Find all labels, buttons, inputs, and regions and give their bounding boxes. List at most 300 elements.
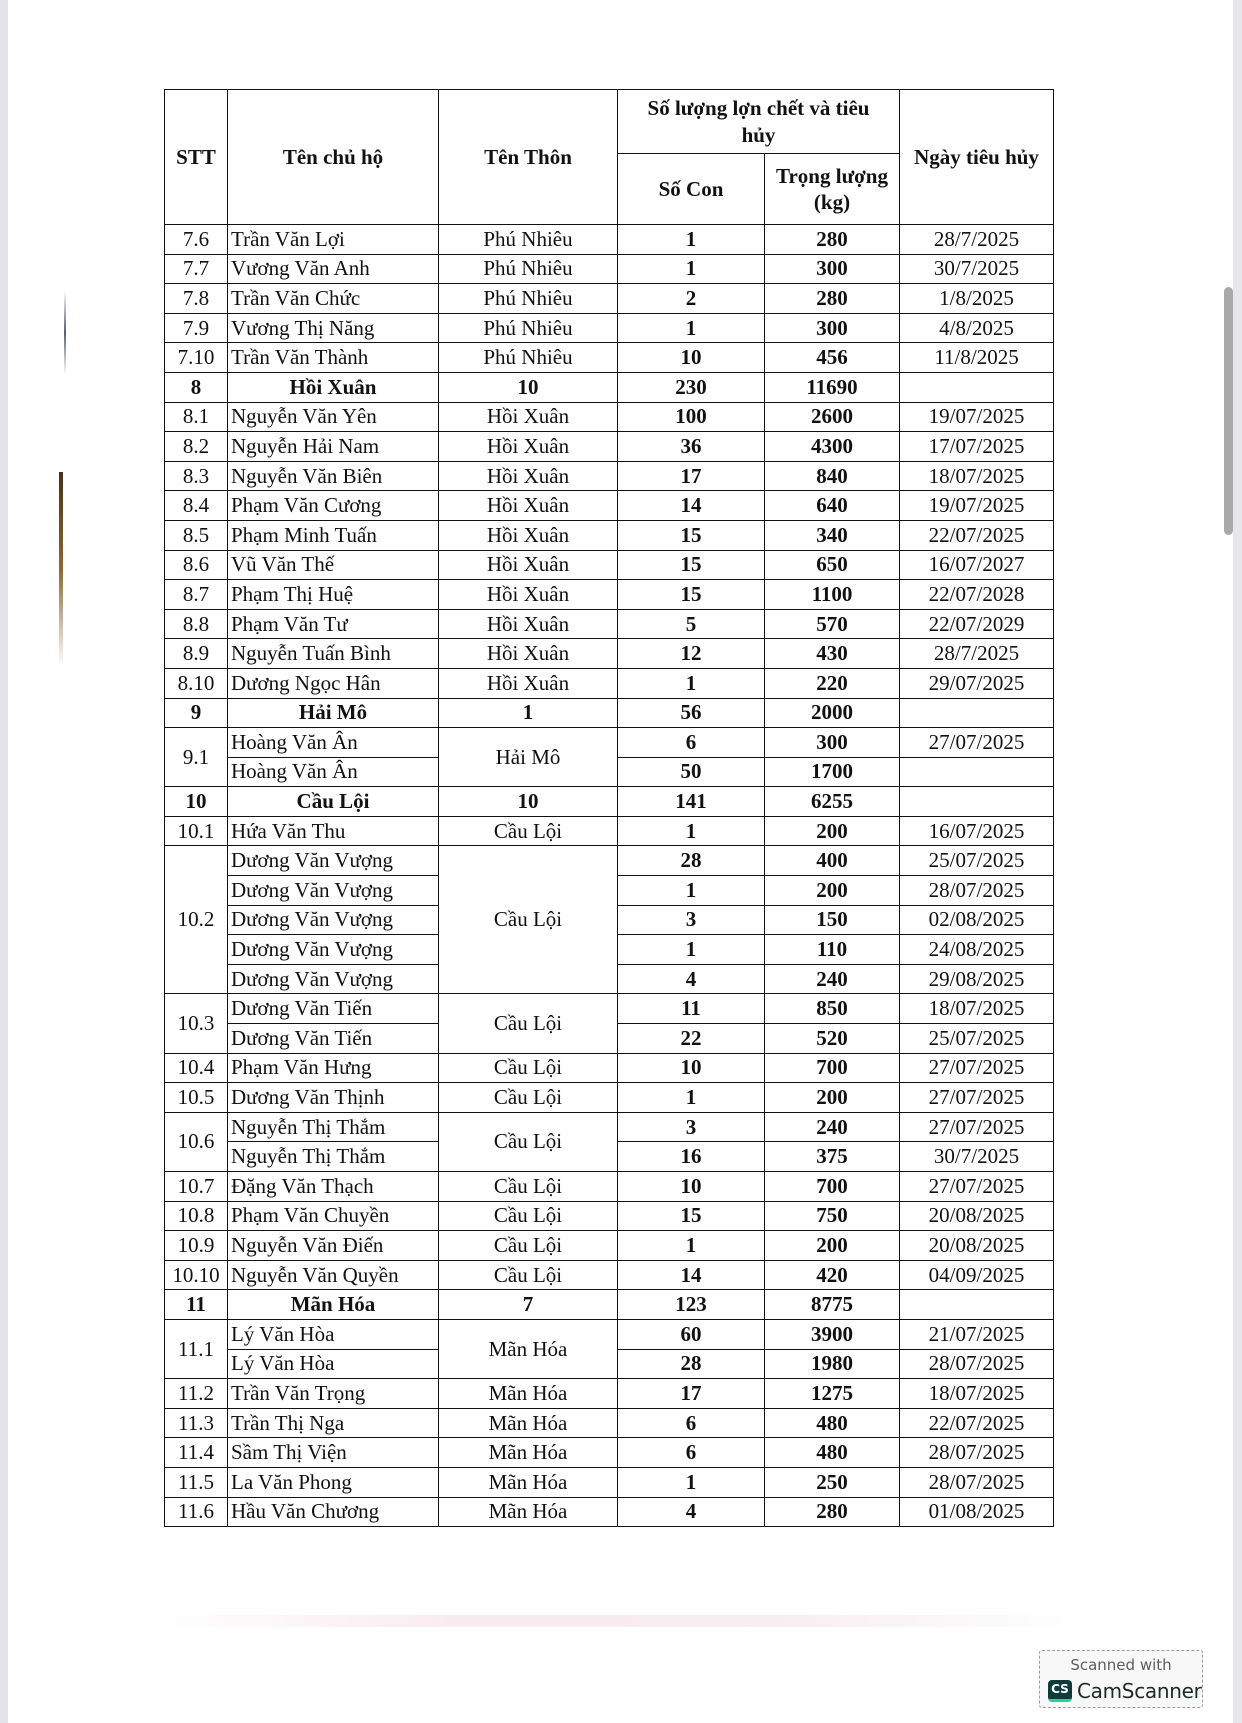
cell-owner-name: Vương Văn Anh <box>228 254 439 284</box>
cell-owner-name: Nguyễn Hải Nam <box>228 432 439 462</box>
cell-weight-kg: 456 <box>765 343 900 373</box>
cell-stt: 8.4 <box>165 491 228 521</box>
cell-weight-kg: 700 <box>765 1172 900 1202</box>
cell-disposal-date <box>900 1290 1054 1320</box>
cell-weight-kg: 480 <box>765 1408 900 1438</box>
cell-disposal-date: 22/07/2029 <box>900 609 1054 639</box>
cell-head-count: 3 <box>618 905 765 935</box>
cell-owner-name: Trần Thị Nga <box>228 1408 439 1438</box>
cell-village: Mãn Hóa <box>439 1379 618 1409</box>
cell-head-count: 12 <box>618 639 765 669</box>
cell-owner-name: Đặng Văn Thạch <box>228 1172 439 1202</box>
cell-village: Hồi Xuân <box>439 580 618 610</box>
cell-owner-name: Nguyễn Văn Yên <box>228 402 439 432</box>
table-row <box>165 432 1054 462</box>
cell-owner-name: Dương Ngọc Hân <box>228 668 439 698</box>
cell-household-count: 10 <box>439 372 618 402</box>
cell-owner-name: Hoàng Văn Ân <box>228 728 439 758</box>
cell-head-count: 50 <box>618 757 765 787</box>
table-row <box>165 550 1054 580</box>
cell-weight-kg: 840 <box>765 461 900 491</box>
cell-head-count: 4 <box>618 1497 765 1527</box>
cell-disposal-date: 30/7/2025 <box>900 1142 1054 1172</box>
cell-disposal-date: 16/07/2025 <box>900 816 1054 846</box>
cell-village: Hồi Xuân <box>439 550 618 580</box>
cell-stt: 10.3 <box>165 994 228 1053</box>
cell-owner-name: Nguyễn Văn Điến <box>228 1231 439 1261</box>
cell-owner-name: Phạm Thị Huệ <box>228 580 439 610</box>
cell-weight-kg: 280 <box>765 284 900 314</box>
cell-head-count: 15 <box>618 1201 765 1231</box>
cell-weight-kg: 8775 <box>765 1290 900 1320</box>
cell-weight-kg: 1980 <box>765 1349 900 1379</box>
cell-stt: 7.6 <box>165 225 228 255</box>
cell-disposal-date: 30/7/2025 <box>900 254 1054 284</box>
cell-village: Cầu Lội <box>439 1112 618 1171</box>
cell-disposal-date: 29/07/2025 <box>900 668 1054 698</box>
cell-village: Cầu Lội <box>439 1260 618 1290</box>
cell-owner-name: Nguyễn Văn Quyền <box>228 1260 439 1290</box>
cell-disposal-date: 22/07/2025 <box>900 1408 1054 1438</box>
cell-owner-name: Hứa Văn Thu <box>228 816 439 846</box>
cell-disposal-date <box>900 698 1054 728</box>
cell-head-count: 56 <box>618 698 765 728</box>
table-summary-row <box>165 1290 1054 1320</box>
cell-weight-kg: 750 <box>765 1201 900 1231</box>
cell-stt: 8.5 <box>165 520 228 550</box>
cell-weight-kg: 420 <box>765 1260 900 1290</box>
header-disposal-date: Ngày tiêu hủy <box>900 90 1054 225</box>
cell-head-count: 4 <box>618 964 765 994</box>
scan-artifact-line <box>59 472 63 667</box>
cell-stt: 7.8 <box>165 284 228 314</box>
cell-head-count: 1 <box>618 816 765 846</box>
cell-disposal-date <box>900 372 1054 402</box>
cell-weight-kg: 6255 <box>765 787 900 817</box>
table-row <box>165 284 1054 314</box>
cell-head-count: 123 <box>618 1290 765 1320</box>
cell-owner-name: Nguyễn Thị Thắm <box>228 1142 439 1172</box>
header-head-count: Số Con <box>618 154 765 225</box>
cell-stt: 8.8 <box>165 609 228 639</box>
cell-stt: 8.2 <box>165 432 228 462</box>
cell-stt: 7.7 <box>165 254 228 284</box>
table-summary-row <box>165 372 1054 402</box>
table-row <box>165 728 1054 758</box>
cell-disposal-date <box>900 757 1054 787</box>
cell-disposal-date: 27/07/2025 <box>900 728 1054 758</box>
cell-disposal-date: 27/07/2025 <box>900 1053 1054 1083</box>
cell-weight-kg: 4300 <box>765 432 900 462</box>
cell-disposal-date: 27/07/2025 <box>900 1172 1054 1202</box>
cell-weight-kg: 280 <box>765 1497 900 1527</box>
cell-stt: 8 <box>165 372 228 402</box>
cell-owner-name: La Văn Phong <box>228 1467 439 1497</box>
cell-owner-name: Dương Văn Vượng <box>228 846 439 876</box>
cell-disposal-date: 20/08/2025 <box>900 1201 1054 1231</box>
cell-head-count: 10 <box>618 343 765 373</box>
cell-disposal-date: 1/8/2025 <box>900 284 1054 314</box>
cell-village: Cầu Lội <box>439 1172 618 1202</box>
cell-head-count: 11 <box>618 994 765 1024</box>
cell-disposal-date: 18/07/2025 <box>900 994 1054 1024</box>
cell-head-count: 17 <box>618 1379 765 1409</box>
table-row <box>165 1467 1054 1497</box>
cell-disposal-date: 25/07/2025 <box>900 846 1054 876</box>
cell-village: Hồi Xuân <box>439 639 618 669</box>
cell-head-count: 6 <box>618 1408 765 1438</box>
cell-weight-kg: 2600 <box>765 402 900 432</box>
cell-head-count: 1 <box>618 313 765 343</box>
cell-head-count: 10 <box>618 1053 765 1083</box>
cell-weight-kg: 11690 <box>765 372 900 402</box>
cell-stt: 8.6 <box>165 550 228 580</box>
cell-village: Cầu Lội <box>439 994 618 1053</box>
cell-weight-kg: 520 <box>765 1024 900 1054</box>
cell-disposal-date: 27/07/2025 <box>900 1083 1054 1113</box>
cell-stt: 10.9 <box>165 1231 228 1261</box>
cell-village: Mãn Hóa <box>439 1497 618 1527</box>
cell-weight-kg: 280 <box>765 225 900 255</box>
cell-head-count: 5 <box>618 609 765 639</box>
cell-disposal-date: 16/07/2027 <box>900 550 1054 580</box>
cell-owner-name: Vũ Văn Thế <box>228 550 439 580</box>
cell-head-count: 22 <box>618 1024 765 1054</box>
cell-weight-kg: 375 <box>765 1142 900 1172</box>
cell-stt: 11.2 <box>165 1379 228 1409</box>
cell-village: Hồi Xuân <box>439 461 618 491</box>
cell-head-count: 28 <box>618 1349 765 1379</box>
cell-head-count: 1 <box>618 1467 765 1497</box>
table-summary-row <box>165 787 1054 817</box>
cell-weight-kg: 220 <box>765 668 900 698</box>
cell-weight-kg: 650 <box>765 550 900 580</box>
cell-owner-name: Phạm Văn Tư <box>228 609 439 639</box>
cell-head-count: 15 <box>618 520 765 550</box>
table-row <box>165 225 1054 255</box>
cell-village: Hồi Xuân <box>439 402 618 432</box>
cell-weight-kg: 300 <box>765 254 900 284</box>
cell-stt: 9 <box>165 698 228 728</box>
table-row <box>165 1379 1054 1409</box>
cell-village: Cầu Lội <box>439 1083 618 1113</box>
cell-stt: 11.1 <box>165 1319 228 1378</box>
cell-weight-kg: 240 <box>765 964 900 994</box>
header-stt: STT <box>165 90 228 225</box>
cell-weight-kg: 250 <box>765 1467 900 1497</box>
cell-owner-name: Dương Văn Tiến <box>228 1024 439 1054</box>
cell-head-count: 6 <box>618 728 765 758</box>
cell-stt: 8.7 <box>165 580 228 610</box>
table-row <box>165 668 1054 698</box>
cell-village: Hồi Xuân <box>439 520 618 550</box>
cell-weight-kg: 1100 <box>765 580 900 610</box>
table-row <box>165 1497 1054 1527</box>
cell-weight-kg: 850 <box>765 994 900 1024</box>
header-quantity-group: Số lượng lợn chết và tiêu hủy <box>618 90 900 154</box>
table-row <box>165 313 1054 343</box>
table-row <box>165 1438 1054 1468</box>
cell-owner-name: Nguyễn Văn Biên <box>228 461 439 491</box>
cell-disposal-date: 4/8/2025 <box>900 313 1054 343</box>
window-edge-right <box>1233 0 1242 1723</box>
watermark-caption: Scanned with <box>1070 1656 1172 1674</box>
cell-stt: 8.1 <box>165 402 228 432</box>
cell-disposal-date: 19/07/2025 <box>900 402 1054 432</box>
cell-household-count: 7 <box>439 1290 618 1320</box>
vertical-scrollbar-thumb[interactable] <box>1224 287 1233 535</box>
cell-head-count: 141 <box>618 787 765 817</box>
cell-disposal-date: 04/09/2025 <box>900 1260 1054 1290</box>
cell-disposal-date: 02/08/2025 <box>900 905 1054 935</box>
cell-weight-kg: 150 <box>765 905 900 935</box>
cell-disposal-date: 28/7/2025 <box>900 225 1054 255</box>
cell-stt: 8.9 <box>165 639 228 669</box>
cell-village: Hồi Xuân <box>439 609 618 639</box>
cell-disposal-date: 24/08/2025 <box>900 935 1054 965</box>
table-row <box>165 402 1054 432</box>
cell-village: Hồi Xuân <box>439 432 618 462</box>
cell-owner-name: Phạm Văn Hưng <box>228 1053 439 1083</box>
table-row <box>165 1053 1054 1083</box>
table-row <box>165 1201 1054 1231</box>
table-row <box>165 1408 1054 1438</box>
cell-weight-kg: 1275 <box>765 1379 900 1409</box>
cell-disposal-date: 20/08/2025 <box>900 1231 1054 1261</box>
cell-disposal-date: 18/07/2025 <box>900 461 1054 491</box>
cell-disposal-date: 01/08/2025 <box>900 1497 1054 1527</box>
cell-owner-name: Hầu Văn Chương <box>228 1497 439 1527</box>
cell-village: Mãn Hóa <box>439 1408 618 1438</box>
cell-stt: 10 <box>165 787 228 817</box>
cell-owner-name: Dương Văn Vượng <box>228 964 439 994</box>
cell-disposal-date <box>900 787 1054 817</box>
cell-weight-kg: 2000 <box>765 698 900 728</box>
cell-head-count: 2 <box>618 284 765 314</box>
table-body <box>165 225 1054 1527</box>
cell-head-count: 1 <box>618 876 765 906</box>
pig-disposal-table <box>164 89 1054 1527</box>
cell-stt: 11 <box>165 1290 228 1320</box>
cell-weight-kg: 200 <box>765 1231 900 1261</box>
cell-village: Mãn Hóa <box>439 1438 618 1468</box>
cell-weight-kg: 3900 <box>765 1319 900 1349</box>
cell-owner-name: Nguyễn Tuấn Bình <box>228 639 439 669</box>
cell-owner-name: Dương Văn Vượng <box>228 876 439 906</box>
cell-village-total-name: Hải Mô <box>228 698 439 728</box>
cell-village: Hải Mô <box>439 728 618 787</box>
table-row <box>165 1231 1054 1261</box>
cell-weight-kg: 570 <box>765 609 900 639</box>
cell-village-total-name: Hồi Xuân <box>228 372 439 402</box>
table-row <box>165 580 1054 610</box>
cell-head-count: 1 <box>618 1083 765 1113</box>
cell-owner-name: Trần Văn Trọng <box>228 1379 439 1409</box>
header-weight-kg: Trọng lượng (kg) <box>765 154 900 225</box>
cell-weight-kg: 430 <box>765 639 900 669</box>
cell-head-count: 10 <box>618 1172 765 1202</box>
cell-stt: 10.5 <box>165 1083 228 1113</box>
cell-village: Hồi Xuân <box>439 668 618 698</box>
cell-owner-name: Trần Văn Thành <box>228 343 439 373</box>
cell-owner-name: Vương Thị Năng <box>228 313 439 343</box>
cell-village: Phú Nhiêu <box>439 254 618 284</box>
cell-weight-kg: 1700 <box>765 757 900 787</box>
cell-head-count: 3 <box>618 1112 765 1142</box>
cell-stt: 10.10 <box>165 1260 228 1290</box>
cell-stt: 10.8 <box>165 1201 228 1231</box>
cell-stt: 10.7 <box>165 1172 228 1202</box>
cell-village: Cầu Lội <box>439 846 618 994</box>
table-row <box>165 846 1054 876</box>
cell-disposal-date: 25/07/2025 <box>900 1024 1054 1054</box>
cell-disposal-date: 21/07/2025 <box>900 1319 1054 1349</box>
cell-disposal-date: 28/07/2025 <box>900 1349 1054 1379</box>
cell-owner-name: Dương Văn Tiến <box>228 994 439 1024</box>
cell-head-count: 16 <box>618 1142 765 1172</box>
cell-stt: 10.2 <box>165 846 228 994</box>
table-row <box>165 639 1054 669</box>
table-row <box>165 1260 1054 1290</box>
cell-disposal-date: 28/07/2025 <box>900 876 1054 906</box>
cell-head-count: 1 <box>618 254 765 284</box>
cell-village: Cầu Lội <box>439 816 618 846</box>
cell-owner-name: Nguyễn Thị Thắm <box>228 1112 439 1142</box>
cell-head-count: 14 <box>618 491 765 521</box>
cell-disposal-date: 11/8/2025 <box>900 343 1054 373</box>
table-row <box>165 816 1054 846</box>
cell-disposal-date: 28/07/2025 <box>900 1467 1054 1497</box>
cell-head-count: 15 <box>618 550 765 580</box>
cell-village: Phú Nhiêu <box>439 284 618 314</box>
table-row <box>165 994 1054 1024</box>
cell-village: Phú Nhiêu <box>439 225 618 255</box>
cell-village: Cầu Lội <box>439 1053 618 1083</box>
cell-disposal-date: 29/08/2025 <box>900 964 1054 994</box>
cell-weight-kg: 480 <box>765 1438 900 1468</box>
cell-stt: 10.4 <box>165 1053 228 1083</box>
cell-owner-name: Dương Văn Vượng <box>228 935 439 965</box>
cell-owner-name: Lý Văn Hòa <box>228 1319 439 1349</box>
cell-disposal-date: 19/07/2025 <box>900 491 1054 521</box>
table-row <box>165 1083 1054 1113</box>
cell-head-count: 1 <box>618 668 765 698</box>
cell-weight-kg: 200 <box>765 1083 900 1113</box>
cell-stt: 8.3 <box>165 461 228 491</box>
camscanner-logo-icon: CS <box>1048 1680 1072 1702</box>
cell-owner-name: Lý Văn Hòa <box>228 1349 439 1379</box>
cell-head-count: 15 <box>618 580 765 610</box>
cell-weight-kg: 340 <box>765 520 900 550</box>
scan-artifact-smudge <box>150 1615 1090 1627</box>
cell-village: Phú Nhiêu <box>439 343 618 373</box>
cell-head-count: 100 <box>618 402 765 432</box>
table-row <box>165 343 1054 373</box>
cell-disposal-date: 18/07/2025 <box>900 1379 1054 1409</box>
cell-stt: 11.6 <box>165 1497 228 1527</box>
cell-weight-kg: 300 <box>765 728 900 758</box>
cell-weight-kg: 640 <box>765 491 900 521</box>
cell-stt: 11.5 <box>165 1467 228 1497</box>
cell-disposal-date: 28/07/2025 <box>900 1438 1054 1468</box>
cell-head-count: 1 <box>618 1231 765 1261</box>
cell-owner-name: Hoàng Văn Ân <box>228 757 439 787</box>
cell-disposal-date: 22/07/2025 <box>900 520 1054 550</box>
table-row <box>165 1112 1054 1142</box>
cell-village: Mãn Hóa <box>439 1467 618 1497</box>
cell-disposal-date: 27/07/2025 <box>900 1112 1054 1142</box>
cell-stt: 10.6 <box>165 1112 228 1171</box>
header-owner-name: Tên chủ hộ <box>228 90 439 225</box>
cell-owner-name: Phạm Minh Tuấn <box>228 520 439 550</box>
cell-household-count: 10 <box>439 787 618 817</box>
cell-stt: 10.1 <box>165 816 228 846</box>
cell-stt: 8.10 <box>165 668 228 698</box>
cell-weight-kg: 200 <box>765 876 900 906</box>
cell-owner-name: Trần Văn Chức <box>228 284 439 314</box>
cell-head-count: 36 <box>618 432 765 462</box>
table-row <box>165 461 1054 491</box>
cell-weight-kg: 700 <box>765 1053 900 1083</box>
cell-weight-kg: 240 <box>765 1112 900 1142</box>
cell-disposal-date: 17/07/2025 <box>900 432 1054 462</box>
cell-weight-kg: 110 <box>765 935 900 965</box>
cell-village: Hồi Xuân <box>439 491 618 521</box>
cell-head-count: 28 <box>618 846 765 876</box>
cell-owner-name: Phạm Văn Cương <box>228 491 439 521</box>
cell-head-count: 14 <box>618 1260 765 1290</box>
cell-village: Cầu Lội <box>439 1201 618 1231</box>
cell-stt: 7.9 <box>165 313 228 343</box>
watermark-brand: CamScanner <box>1077 1679 1202 1703</box>
cell-head-count: 17 <box>618 461 765 491</box>
table-row <box>165 254 1054 284</box>
header-village-name: Tên Thôn <box>439 90 618 225</box>
cell-village: Phú Nhiêu <box>439 313 618 343</box>
cell-weight-kg: 400 <box>765 846 900 876</box>
cell-weight-kg: 300 <box>765 313 900 343</box>
cell-disposal-date: 28/7/2025 <box>900 639 1054 669</box>
table-row <box>165 491 1054 521</box>
cell-head-count: 6 <box>618 1438 765 1468</box>
table-summary-row <box>165 698 1054 728</box>
cell-head-count: 60 <box>618 1319 765 1349</box>
cell-stt: 9.1 <box>165 728 228 787</box>
cell-owner-name: Trần Văn Lợi <box>228 225 439 255</box>
cell-household-count: 1 <box>439 698 618 728</box>
cell-village-total-name: Cầu Lội <box>228 787 439 817</box>
cell-village: Cầu Lội <box>439 1231 618 1261</box>
cell-disposal-date: 22/07/2028 <box>900 580 1054 610</box>
cell-head-count: 1 <box>618 935 765 965</box>
table-row <box>165 1172 1054 1202</box>
cell-stt: 11.3 <box>165 1408 228 1438</box>
cell-village-total-name: Mãn Hóa <box>228 1290 439 1320</box>
table-row <box>165 609 1054 639</box>
table-row <box>165 1319 1054 1349</box>
camscanner-watermark <box>1039 1650 1203 1708</box>
cell-owner-name: Sầm Thị Viện <box>228 1438 439 1468</box>
cell-weight-kg: 200 <box>765 816 900 846</box>
cell-owner-name: Dương Văn Vượng <box>228 905 439 935</box>
cell-village: Mãn Hóa <box>439 1319 618 1378</box>
cell-head-count: 230 <box>618 372 765 402</box>
cell-stt: 11.4 <box>165 1438 228 1468</box>
cell-stt: 7.10 <box>165 343 228 373</box>
cell-head-count: 1 <box>618 225 765 255</box>
cell-owner-name: Phạm Văn Chuyền <box>228 1201 439 1231</box>
table-row <box>165 520 1054 550</box>
